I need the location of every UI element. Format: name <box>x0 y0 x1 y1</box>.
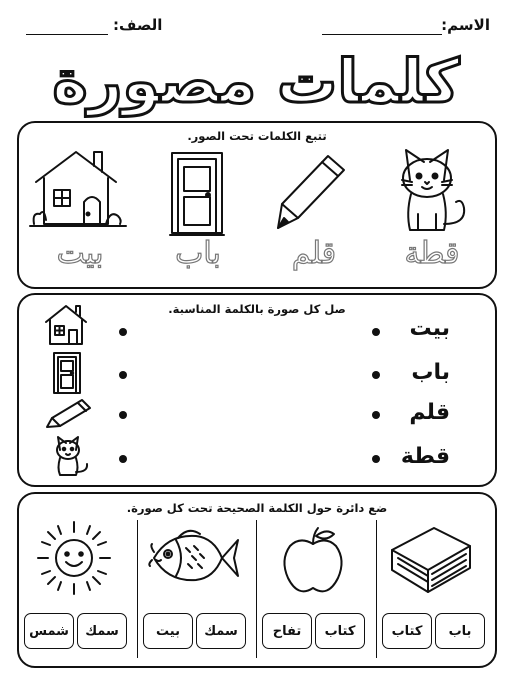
apple-icon <box>280 526 348 598</box>
book-icon <box>388 524 474 598</box>
trace-word-house: بيت <box>56 236 104 271</box>
cat-icon <box>50 432 90 478</box>
trace-word-door: باب <box>175 236 221 271</box>
match-dot-word-1[interactable] <box>372 328 380 336</box>
match-dot-picture-1[interactable] <box>119 328 127 336</box>
choice-fish-1[interactable]: سمك <box>196 613 246 649</box>
choice-sun-1[interactable]: شمس <box>24 613 74 649</box>
choice-apple-1[interactable]: كتاب <box>315 613 365 649</box>
circle-instruction: ضع دائرة حول الكلمة الصحيحة تحت كل صورة. <box>126 501 388 515</box>
match-dot-word-3[interactable] <box>372 411 380 419</box>
match-word-3: قلم <box>409 400 450 425</box>
class-label: الصف: <box>113 16 163 34</box>
match-dot-word-2[interactable] <box>372 371 380 379</box>
trace-word-cat: قطة <box>404 236 460 271</box>
pencil-icon <box>46 398 92 428</box>
page-title: كلمات مصورة <box>52 47 460 117</box>
house-icon <box>30 148 126 232</box>
match-dot-word-4[interactable] <box>372 455 380 463</box>
choice-book-2[interactable]: كتاب <box>382 613 432 649</box>
class-field[interactable] <box>26 34 108 35</box>
choice-sun-2[interactable]: سمك <box>77 613 127 649</box>
trace-word-pencil: قلم <box>291 236 337 271</box>
match-dot-picture-2[interactable] <box>119 371 127 379</box>
choice-book-1[interactable]: باب <box>435 613 485 649</box>
fish-icon <box>148 526 240 590</box>
name-label: الاسم: <box>441 16 490 34</box>
match-instruction: صل كل صورة بالكلمة المناسبة. <box>168 302 346 316</box>
cat-icon <box>388 138 474 238</box>
match-dot-picture-4[interactable] <box>119 455 127 463</box>
cell-divider <box>256 520 257 658</box>
pencil-icon <box>276 152 350 232</box>
door-icon <box>170 151 224 237</box>
house-icon <box>44 304 90 346</box>
sun-icon <box>34 518 114 598</box>
match-dot-picture-3[interactable] <box>119 411 127 419</box>
trace-instruction: تتبع الكلمات تحت الصور. <box>187 129 327 143</box>
name-field[interactable] <box>322 34 442 35</box>
door-icon <box>53 352 81 394</box>
match-word-2: باب <box>411 360 450 385</box>
cell-divider <box>137 520 138 658</box>
match-word-1: بيت <box>409 316 450 341</box>
cell-divider <box>376 520 377 658</box>
match-word-4: قطة <box>400 444 450 469</box>
choice-fish-2[interactable]: بيت <box>143 613 193 649</box>
choice-apple-2[interactable]: تفاح <box>262 613 312 649</box>
